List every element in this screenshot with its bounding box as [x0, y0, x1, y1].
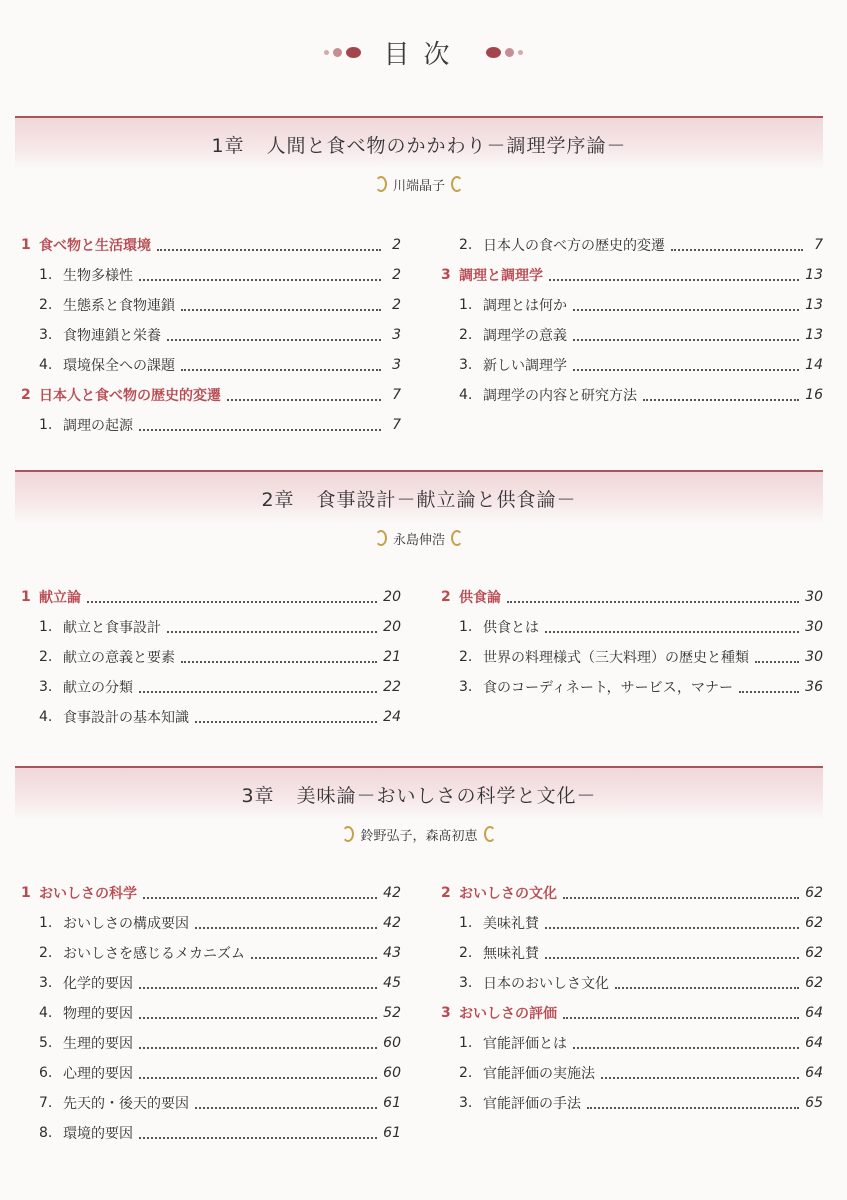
page-number: 61 [383, 1095, 401, 1111]
toc-subsection-entry [441, 320, 823, 350]
entry-title: おいしさの文化 [459, 886, 557, 902]
entry-number: 2. [459, 649, 473, 665]
entry-title: 化学的要因 [63, 976, 133, 992]
entry-title: 日本人と食べ物の歴史的変遷 [39, 388, 221, 404]
dot-leader [643, 398, 799, 401]
entry-number: 1 [21, 589, 31, 605]
entry-number: 3. [459, 975, 473, 991]
entry-number: 2 [21, 387, 31, 403]
entry-number: 1. [39, 267, 53, 283]
page-number: 42 [383, 915, 401, 931]
toc-subsection-entry [441, 672, 823, 702]
toc-left-column [21, 582, 401, 732]
page-number: 2 [392, 297, 401, 313]
page-number: 16 [805, 387, 823, 403]
chapter-author [15, 170, 823, 198]
dot-leader [195, 1106, 377, 1109]
toc-subsection-entry [21, 642, 401, 672]
chapter-author [15, 820, 823, 848]
entry-number: 3. [39, 327, 53, 343]
toc-section-entry [441, 260, 823, 290]
toc-section-entry [21, 878, 401, 908]
toc-section-entry [21, 380, 401, 410]
entry-title: 食のコーディネート，サービス，マナー [483, 680, 734, 696]
bracket-ornament [375, 530, 387, 546]
chapter-heading [15, 116, 823, 170]
dot-leader [181, 308, 381, 311]
toc-subsection-entry [21, 320, 401, 350]
entry-title: 環境保全への課題 [63, 358, 175, 374]
entry-number: 3 [441, 267, 451, 283]
page-number: 22 [383, 679, 401, 695]
dot-leader [157, 248, 381, 251]
entry-title: おいしさの評価 [459, 1006, 557, 1022]
entry-title: 心理的要因 [63, 1066, 133, 1082]
toc-subsection-entry [441, 908, 823, 938]
toc-subsection-entry [441, 1028, 823, 1058]
entry-number: 7. [39, 1095, 53, 1111]
page-number: 13 [805, 267, 823, 283]
entry-title: 無味礼賛 [483, 946, 539, 962]
entry-title: 新しい調理学 [483, 358, 567, 374]
entry-title: 美味礼賛 [483, 916, 539, 932]
entry-number: 3. [459, 1095, 473, 1111]
entry-title: 日本人の食べ方の歴史的変遷 [483, 238, 665, 254]
page-number: 65 [805, 1095, 823, 1111]
page-number: 62 [805, 915, 823, 931]
page-number: 64 [805, 1035, 823, 1051]
entry-title: 調理とは何か [483, 298, 567, 314]
dot-leader [195, 720, 377, 723]
entry-title: 調理学の内容と研究方法 [483, 388, 637, 404]
toc-subsection-entry [441, 230, 823, 260]
entry-title: 世界の料理様式（三大料理）の歴史と種類 [483, 650, 749, 666]
dot-leader [601, 1076, 799, 1079]
bracket-ornament [375, 176, 387, 192]
entry-title: 官能評価の手法 [483, 1096, 581, 1112]
toc-subsection-entry [441, 938, 823, 968]
toc-section-entry [441, 878, 823, 908]
dot-leader [181, 660, 377, 663]
chapter-1 [15, 116, 823, 434]
toc-subsection-entry [21, 672, 401, 702]
toc-left-column [21, 878, 401, 1148]
entry-number: 2. [39, 649, 53, 665]
entry-number: 1. [459, 297, 473, 313]
dot-leader [615, 986, 799, 989]
toc-subsection-entry [21, 260, 401, 290]
dot-leader [563, 1016, 799, 1019]
dot-leader [573, 368, 799, 371]
dot-leader [167, 630, 377, 633]
entry-title: 食事設計の基本知識 [63, 710, 189, 726]
entry-title: 食物連鎖と栄養 [63, 328, 161, 344]
toc-right-column [441, 230, 823, 410]
bracket-ornament [451, 530, 463, 546]
page-number: 7 [392, 387, 401, 403]
chapter-3 [15, 766, 823, 1142]
entry-number: 2 [441, 589, 451, 605]
chapter-2 [15, 470, 823, 726]
toc-subsection-entry [21, 968, 401, 998]
dot-leader [545, 926, 799, 929]
entry-title: 日本のおいしさ文化 [483, 976, 609, 992]
entry-number: 6. [39, 1065, 53, 1081]
entry-title: 官能評価の実施法 [483, 1066, 595, 1082]
dot-leader [573, 308, 799, 311]
entry-title: 献立論 [39, 590, 81, 606]
entry-title: 生理的要因 [63, 1036, 133, 1052]
entry-number: 1. [39, 915, 53, 931]
author-name: 鈴野弘子，森髙初恵 [360, 828, 478, 844]
chapter-number: 1章 [211, 134, 245, 157]
entry-title: 献立と食事設計 [63, 620, 161, 636]
page-number: 14 [805, 357, 823, 373]
page-number: 30 [805, 649, 823, 665]
bracket-ornament [342, 826, 354, 842]
entry-title: 生態系と食物連鎖 [63, 298, 175, 314]
entry-number: 1. [39, 417, 53, 433]
toc-subsection-entry [21, 1088, 401, 1118]
dot-leader [671, 248, 803, 251]
entry-number: 2. [39, 945, 53, 961]
page-number: 21 [383, 649, 401, 665]
toc-subsection-entry [21, 1058, 401, 1088]
page-number: 42 [383, 885, 401, 901]
toc-subsection-entry [441, 350, 823, 380]
entry-title: 献立の意義と要素 [63, 650, 175, 666]
entry-number: 4. [459, 387, 473, 403]
entry-title: 調理の起源 [63, 418, 133, 434]
toc-subsection-entry [21, 998, 401, 1028]
dot-leader [587, 1106, 799, 1109]
chapter-title: 食事設計－献立論と供食論－ [316, 488, 577, 511]
entry-title: 食べ物と生活環境 [39, 238, 151, 254]
right-ornament [486, 47, 523, 58]
entry-number: 3. [39, 975, 53, 991]
entry-number: 1. [459, 1035, 473, 1051]
bracket-ornament [451, 176, 463, 192]
chapter-number: 3章 [241, 784, 275, 807]
toc-subsection-entry [21, 350, 401, 380]
dot-leader [227, 398, 381, 401]
entry-title: おいしさの科学 [39, 886, 137, 902]
toc-left-column [21, 230, 401, 440]
entry-title: 生物多様性 [63, 268, 133, 284]
entry-number: 4. [39, 357, 53, 373]
dot-leader [573, 1046, 799, 1049]
chapter-title: 美味論－おいしさの科学と文化－ [296, 784, 597, 807]
dot-leader [549, 278, 799, 281]
author-name: 永島伸浩 [392, 532, 445, 548]
entry-number: 1. [459, 619, 473, 635]
entry-number: 4. [39, 709, 53, 725]
toc-right-column [441, 582, 823, 702]
toc-subsection-entry [441, 642, 823, 672]
page-number: 60 [383, 1065, 401, 1081]
dot-leader [545, 956, 799, 959]
page-number: 3 [392, 327, 401, 343]
page-number: 24 [383, 709, 401, 725]
page-number: 64 [805, 1065, 823, 1081]
title-text: 目次 [383, 39, 464, 70]
toc-section-entry [441, 582, 823, 612]
page-number: 64 [805, 1005, 823, 1021]
chapter-heading [15, 766, 823, 820]
page-number: 3 [392, 357, 401, 373]
entry-number: 2 [441, 885, 451, 901]
toc-section-entry [441, 998, 823, 1028]
entry-number: 4. [39, 1005, 53, 1021]
entry-title: 官能評価とは [483, 1036, 567, 1052]
toc-subsection-entry [21, 908, 401, 938]
toc-section-entry [21, 582, 401, 612]
entry-number: 1 [21, 237, 31, 253]
page-number: 62 [805, 885, 823, 901]
dot-leader [143, 896, 377, 899]
entry-title: 調理と調理学 [459, 268, 543, 284]
entry-number: 2. [459, 1065, 473, 1081]
page-title [0, 30, 847, 74]
dot-leader [139, 278, 381, 281]
page-number: 13 [805, 297, 823, 313]
toc-subsection-entry [21, 612, 401, 642]
toc-subsection-entry [21, 1118, 401, 1148]
entry-number: 1. [39, 619, 53, 635]
chapter-author [15, 524, 823, 552]
dot-leader [573, 338, 799, 341]
page-number: 2 [392, 267, 401, 283]
toc-subsection-entry [21, 702, 401, 732]
page-number: 7 [814, 237, 823, 253]
page-number: 7 [392, 417, 401, 433]
entry-title: 物理的要因 [63, 1006, 133, 1022]
dot-leader [139, 1016, 377, 1019]
dot-leader [181, 368, 381, 371]
entry-number: 1. [459, 915, 473, 931]
dot-leader [507, 600, 799, 603]
dot-leader [139, 1046, 377, 1049]
toc-subsection-entry [441, 612, 823, 642]
dot-leader [139, 428, 381, 431]
page-number: 52 [383, 1005, 401, 1021]
toc-subsection-entry [21, 410, 401, 440]
page-number: 20 [383, 619, 401, 635]
entry-number: 2. [459, 237, 473, 253]
entry-number: 3. [39, 679, 53, 695]
chapter-heading [15, 470, 823, 524]
page-number: 61 [383, 1125, 401, 1141]
page-number: 62 [805, 975, 823, 991]
entry-title: 環境的要因 [63, 1126, 133, 1142]
entry-number: 3. [459, 357, 473, 373]
dot-leader [139, 1136, 377, 1139]
toc-subsection-entry [441, 380, 823, 410]
author-name: 川端晶子 [392, 178, 445, 194]
dot-leader [195, 926, 377, 929]
left-ornament [324, 47, 361, 58]
chapter-number: 2章 [261, 488, 295, 511]
page-number: 45 [383, 975, 401, 991]
toc-right-column [441, 878, 823, 1118]
entry-number: 2. [459, 327, 473, 343]
entry-title: おいしさの構成要因 [63, 916, 189, 932]
entry-number: 3. [459, 679, 473, 695]
entry-title: 先天的・後天的要因 [63, 1096, 189, 1112]
entry-number: 3 [441, 1005, 451, 1021]
dot-leader [139, 690, 377, 693]
page-number: 36 [805, 679, 823, 695]
entry-number: 5. [39, 1035, 53, 1051]
toc-subsection-entry [21, 938, 401, 968]
dot-leader [563, 896, 799, 899]
dot-leader [545, 630, 799, 633]
dot-leader [139, 1076, 377, 1079]
dot-leader [755, 660, 799, 663]
entry-title: 供食論 [459, 590, 501, 606]
entry-number: 2. [39, 297, 53, 313]
toc-subsection-entry [441, 290, 823, 320]
entry-number: 8. [39, 1125, 53, 1141]
toc-subsection-entry [21, 1028, 401, 1058]
chapter-title: 人間と食べ物のかかわり－調理学序論－ [266, 134, 627, 157]
page-number: 30 [805, 619, 823, 635]
page-number: 13 [805, 327, 823, 343]
page-number: 30 [805, 589, 823, 605]
toc-section-entry [21, 230, 401, 260]
toc-subsection-entry [441, 968, 823, 998]
entry-title: おいしさを感じるメカニズム [63, 946, 245, 962]
toc-subsection-entry [441, 1058, 823, 1088]
page-number: 60 [383, 1035, 401, 1051]
entry-title: 調理学の意義 [483, 328, 567, 344]
entry-title: 供食とは [483, 620, 539, 636]
page-number: 43 [383, 945, 401, 961]
dot-leader [739, 690, 799, 693]
toc-subsection-entry [21, 290, 401, 320]
dot-leader [139, 986, 377, 989]
toc-subsection-entry [441, 1088, 823, 1118]
page-number: 62 [805, 945, 823, 961]
dot-leader [167, 338, 381, 341]
page-number: 20 [383, 589, 401, 605]
dot-leader [251, 956, 377, 959]
bracket-ornament [484, 826, 496, 842]
dot-leader [87, 600, 377, 603]
entry-number: 2. [459, 945, 473, 961]
page-number: 2 [392, 237, 401, 253]
entry-number: 1 [21, 885, 31, 901]
entry-title: 献立の分類 [63, 680, 133, 696]
